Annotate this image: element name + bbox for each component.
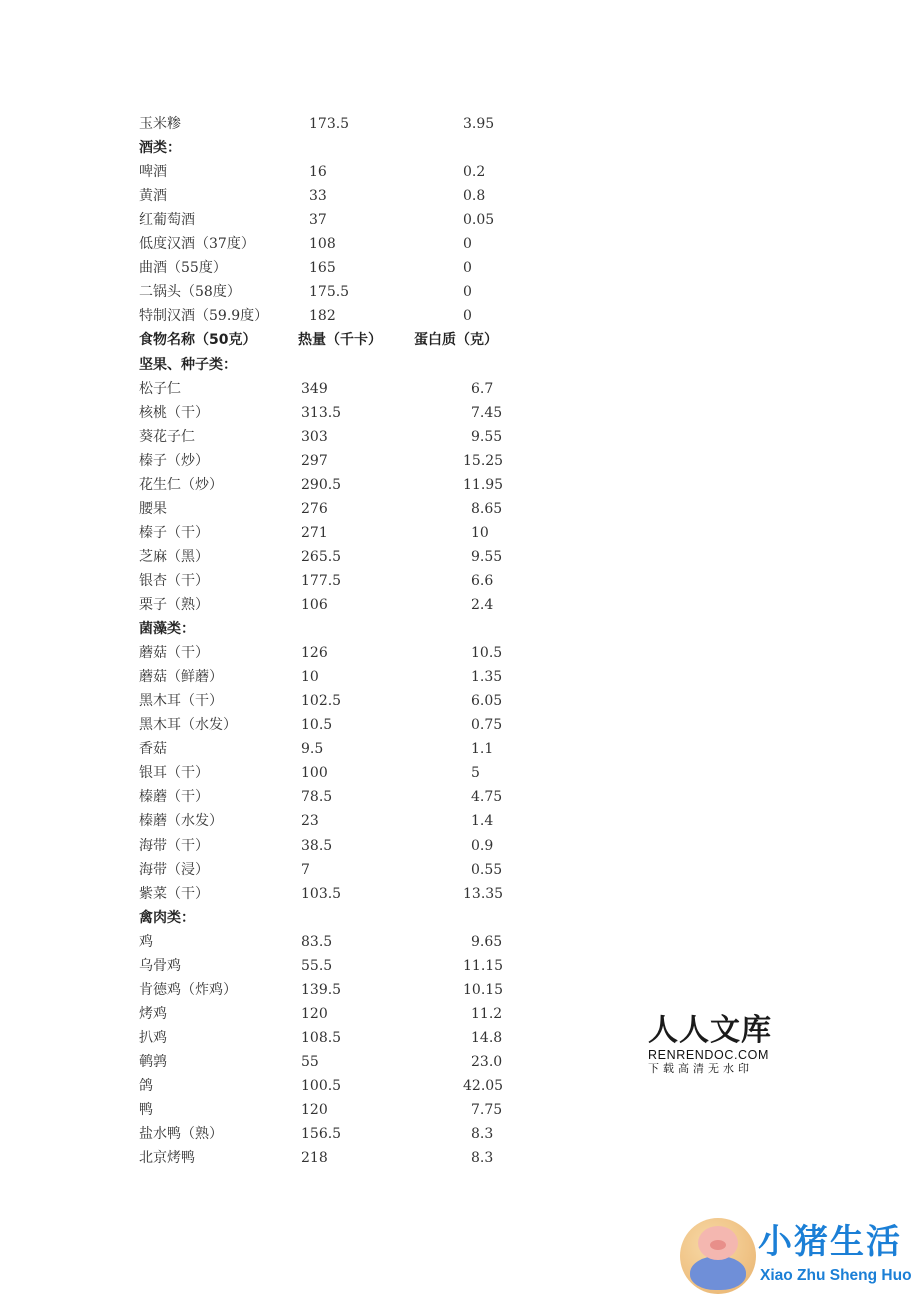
kcal-value: 349 bbox=[301, 380, 328, 397]
table-row bbox=[0, 280, 920, 304]
table-row bbox=[0, 256, 920, 280]
table-row bbox=[0, 761, 920, 785]
protein-value: 0.05 bbox=[463, 212, 495, 229]
kcal-value: 313.5 bbox=[301, 404, 342, 421]
watermark-subtitle: 下载高清无水印 bbox=[648, 1062, 753, 1075]
table-row bbox=[0, 1122, 920, 1146]
food-name: 乌骨鸡 bbox=[139, 957, 181, 974]
protein-value: 42.05 bbox=[463, 1078, 504, 1094]
protein-value: 15.25 bbox=[463, 452, 504, 469]
protein-value: 7.45 bbox=[471, 404, 503, 421]
table-row bbox=[0, 737, 920, 761]
food-name: 盐水鸭（熟） bbox=[139, 1126, 223, 1143]
protein-value: 9.65 bbox=[471, 933, 503, 950]
pig-mascot-icon bbox=[680, 1218, 756, 1294]
protein-value: 8.65 bbox=[471, 500, 503, 517]
food-name: 榛蘑（干） bbox=[139, 789, 209, 806]
table-row bbox=[0, 449, 920, 473]
renrendoc-watermark bbox=[648, 1014, 772, 1076]
kcal-value: 16 bbox=[309, 164, 327, 181]
kcal-value: 55.5 bbox=[301, 957, 333, 974]
food-name: 海带（干） bbox=[139, 837, 209, 854]
food-name: 黑木耳（水发） bbox=[139, 717, 237, 734]
protein-value: 0.2 bbox=[463, 164, 486, 181]
category-label: 禽肉类： bbox=[139, 909, 195, 926]
table-row bbox=[0, 425, 920, 449]
protein-value: 0.55 bbox=[471, 861, 503, 878]
protein-value: 10.5 bbox=[471, 645, 503, 662]
table-row bbox=[0, 785, 920, 809]
food-name: 榛蘑（水发） bbox=[139, 813, 223, 830]
xiaozhu-watermark bbox=[680, 1216, 920, 1296]
table-row bbox=[0, 593, 920, 617]
table-row bbox=[0, 497, 920, 521]
category-header bbox=[0, 617, 920, 641]
food-name: 榛子（干） bbox=[139, 524, 209, 541]
table-row bbox=[0, 521, 920, 545]
table-row bbox=[0, 978, 920, 1002]
food-name: 玉米糁 bbox=[139, 116, 181, 132]
food-name: 花生仁（炒） bbox=[139, 476, 223, 493]
kcal-value: 100 bbox=[301, 765, 328, 782]
table-row bbox=[0, 304, 920, 328]
category-label: 酒类： bbox=[139, 140, 181, 157]
food-name: 蘑菇（干） bbox=[139, 645, 209, 662]
protein-value: 0 bbox=[463, 284, 472, 301]
food-name: 低度汉酒（37度） bbox=[139, 236, 255, 253]
protein-value: 0.8 bbox=[463, 188, 486, 205]
protein-value: 0.9 bbox=[471, 837, 494, 854]
table-row bbox=[0, 112, 920, 136]
kcal-value: 38.5 bbox=[301, 837, 333, 854]
protein-value: 1.1 bbox=[471, 741, 494, 758]
kcal-value: 297 bbox=[301, 452, 328, 469]
column-header-protein: 蛋白质（克） bbox=[414, 332, 498, 349]
category-header bbox=[0, 136, 920, 160]
kcal-value: 33 bbox=[309, 188, 327, 205]
table-row bbox=[0, 473, 920, 497]
protein-value: 6.7 bbox=[471, 380, 494, 397]
kcal-value: 108.5 bbox=[301, 1029, 342, 1046]
kcal-value: 175.5 bbox=[309, 284, 350, 301]
protein-value: 5 bbox=[471, 765, 480, 782]
kcal-value: 9.5 bbox=[301, 741, 324, 758]
food-name: 腰果 bbox=[139, 500, 167, 517]
kcal-value: 303 bbox=[301, 428, 328, 445]
table-row bbox=[0, 160, 920, 184]
table-row bbox=[0, 954, 920, 978]
column-header-name: 食物名称（50克） bbox=[139, 332, 257, 349]
category-label: 菌藻类： bbox=[139, 621, 195, 638]
kcal-value: 120 bbox=[301, 1005, 328, 1022]
kcal-value: 55 bbox=[301, 1053, 319, 1070]
kcal-value: 290.5 bbox=[301, 476, 342, 493]
food-name: 松子仁 bbox=[139, 380, 181, 397]
kcal-value: 218 bbox=[301, 1150, 328, 1167]
protein-value: 3.95 bbox=[463, 116, 495, 132]
food-name: 蘑菇（鲜蘑） bbox=[139, 669, 223, 686]
protein-value: 6.05 bbox=[471, 693, 503, 710]
table-row bbox=[0, 1026, 920, 1050]
table-row bbox=[0, 809, 920, 833]
table-row bbox=[0, 641, 920, 665]
protein-value: 0 bbox=[463, 308, 472, 325]
kcal-value: 103.5 bbox=[301, 885, 342, 902]
xiaozhu-logo-pinyin: Xiao Zhu Sheng Huo bbox=[760, 1267, 912, 1284]
kcal-value: 78.5 bbox=[301, 789, 333, 806]
table-row bbox=[0, 665, 920, 689]
food-name: 二锅头（58度） bbox=[139, 284, 241, 301]
table-row bbox=[0, 377, 920, 401]
food-name: 黄酒 bbox=[139, 188, 167, 205]
food-name: 鸡 bbox=[139, 933, 153, 950]
kcal-value: 139.5 bbox=[301, 981, 342, 998]
table-row bbox=[0, 232, 920, 256]
table-row bbox=[0, 1074, 920, 1098]
food-name: 香菇 bbox=[139, 741, 167, 758]
food-name: 海带（浸） bbox=[139, 861, 209, 878]
table-row bbox=[0, 858, 920, 882]
food-name: 栗子（熟） bbox=[139, 597, 209, 613]
food-name: 银杏（干） bbox=[139, 572, 209, 589]
table-row bbox=[0, 834, 920, 858]
food-name: 葵花子仁 bbox=[139, 428, 195, 445]
food-name: 黑木耳（干） bbox=[139, 693, 223, 710]
category-label: 坚果、种子类： bbox=[139, 356, 237, 373]
kcal-value: 106 bbox=[301, 597, 328, 613]
table-row bbox=[0, 882, 920, 906]
table-row bbox=[0, 401, 920, 425]
table-row bbox=[0, 1146, 920, 1170]
protein-value: 9.55 bbox=[471, 548, 503, 565]
column-header-row bbox=[0, 328, 920, 352]
protein-value: 11.15 bbox=[463, 957, 504, 974]
food-name: 曲酒（55度） bbox=[139, 260, 227, 277]
protein-value: 0 bbox=[463, 236, 472, 253]
kcal-value: 100.5 bbox=[301, 1078, 342, 1094]
kcal-value: 102.5 bbox=[301, 693, 342, 710]
food-name: 特制汉酒（59.9度） bbox=[139, 308, 269, 325]
kcal-value: 173.5 bbox=[309, 116, 350, 132]
category-header bbox=[0, 353, 920, 377]
protein-value: 11.2 bbox=[471, 1005, 503, 1022]
kcal-value: 265.5 bbox=[301, 548, 342, 565]
protein-value: 8.3 bbox=[471, 1150, 494, 1167]
table-row bbox=[0, 184, 920, 208]
food-name: 红葡萄酒 bbox=[139, 212, 195, 229]
table-row bbox=[0, 1098, 920, 1122]
protein-value: 23.0 bbox=[471, 1053, 503, 1070]
kcal-value: 156.5 bbox=[301, 1126, 342, 1143]
food-name: 啤酒 bbox=[139, 164, 167, 181]
protein-value: 13.35 bbox=[463, 885, 504, 902]
food-name: 烤鸡 bbox=[139, 1005, 167, 1022]
food-name: 榛子（炒） bbox=[139, 452, 209, 469]
category-header bbox=[0, 906, 920, 930]
protein-value: 1.4 bbox=[471, 813, 494, 830]
watermark-logo-text: 人人文库 bbox=[648, 1013, 772, 1048]
food-name: 鸽 bbox=[139, 1078, 153, 1094]
table-row bbox=[0, 930, 920, 954]
kcal-value: 37 bbox=[309, 212, 327, 229]
column-header-kcal: 热量（千卡） bbox=[298, 332, 382, 349]
kcal-value: 83.5 bbox=[301, 933, 333, 950]
table-row bbox=[0, 689, 920, 713]
kcal-value: 10 bbox=[301, 669, 319, 686]
table-row bbox=[0, 569, 920, 593]
kcal-value: 10.5 bbox=[301, 717, 333, 734]
protein-value: 7.75 bbox=[471, 1102, 503, 1119]
kcal-value: 182 bbox=[309, 308, 336, 325]
protein-value: 1.35 bbox=[471, 669, 503, 686]
kcal-value: 271 bbox=[301, 524, 328, 541]
table-row bbox=[0, 1050, 920, 1074]
kcal-value: 120 bbox=[301, 1102, 328, 1119]
xiaozhu-logo-text: 小猪生活 bbox=[758, 1222, 902, 1262]
kcal-value: 7 bbox=[301, 861, 310, 878]
protein-value: 11.95 bbox=[463, 476, 504, 493]
protein-value: 0 bbox=[463, 260, 472, 277]
protein-value: 0.75 bbox=[471, 717, 503, 734]
food-name: 北京烤鸭 bbox=[139, 1150, 195, 1167]
kcal-value: 165 bbox=[309, 260, 336, 277]
protein-value: 8.3 bbox=[471, 1126, 494, 1143]
food-name: 鹌鹑 bbox=[139, 1053, 167, 1070]
protein-value: 4.75 bbox=[471, 789, 503, 806]
protein-value: 14.8 bbox=[471, 1029, 503, 1046]
food-name: 核桃（干） bbox=[139, 404, 209, 421]
food-name: 芝麻（黑） bbox=[139, 548, 209, 565]
food-name: 银耳（干） bbox=[139, 765, 209, 782]
kcal-value: 177.5 bbox=[301, 572, 342, 589]
protein-value: 9.55 bbox=[471, 428, 503, 445]
table-row bbox=[0, 208, 920, 232]
protein-value: 6.6 bbox=[471, 572, 494, 589]
food-name: 肯德鸡（炸鸡） bbox=[139, 981, 237, 998]
food-name: 鸭 bbox=[139, 1102, 153, 1119]
protein-value: 10 bbox=[471, 524, 489, 541]
kcal-value: 276 bbox=[301, 500, 328, 517]
protein-value: 2.4 bbox=[471, 597, 494, 613]
table-row bbox=[0, 545, 920, 569]
kcal-value: 108 bbox=[309, 236, 336, 253]
food-name: 紫菜（干） bbox=[139, 885, 209, 902]
table-row bbox=[0, 713, 920, 737]
kcal-value: 126 bbox=[301, 645, 328, 662]
kcal-value: 23 bbox=[301, 813, 319, 830]
table-row bbox=[0, 1002, 920, 1026]
food-name: 扒鸡 bbox=[139, 1029, 167, 1046]
protein-value: 10.15 bbox=[463, 981, 504, 998]
watermark-url: RENRENDOC.COM bbox=[648, 1048, 769, 1062]
